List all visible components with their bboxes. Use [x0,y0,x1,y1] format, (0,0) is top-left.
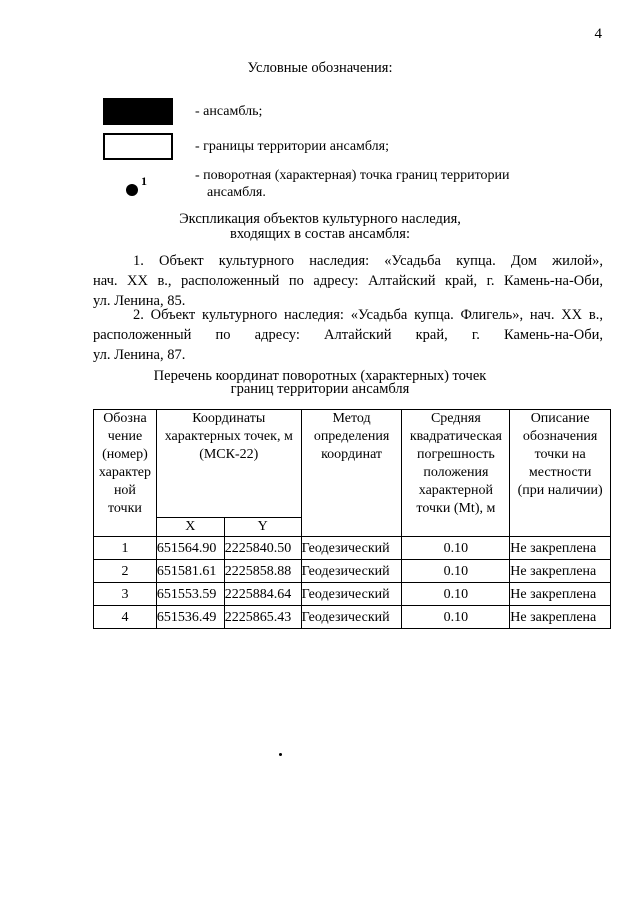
filled-rectangle-icon [103,98,173,125]
paragraph-line: расположенный по адресу: Алтайский край, г. Камень-на-Оби, [93,327,603,343]
stray-dot [279,753,282,756]
table-row [94,560,611,583]
cell-point-number: 3 [94,583,157,606]
header-line: характер [98,465,152,480]
header-line: Описание [530,411,590,426]
legend-label-line: - поворотная (характерная) точка границ территории [195,168,510,183]
paragraph-line: ул. Ленина, 87. [93,347,186,363]
cell-description: Не закреплена [510,537,611,560]
legend-label-line: ансамбля. [207,185,266,200]
cell-method: Геодезический [301,583,402,606]
header-line: точки (Mt), м [416,501,496,516]
cell-method: Геодезический [301,537,402,560]
cell-x: 651564.90 [156,537,224,560]
cell-y: 2225884.64 [224,583,301,606]
header-line: Обозна [103,411,147,426]
header-error [402,410,510,537]
table-header-row [94,410,611,518]
cell-point-number: 1 [94,537,157,560]
header-line: обозначения [522,429,598,444]
header-coordinates [156,410,301,518]
legend-title: Условные обозначения: [247,60,393,76]
cell-y: 2225840.50 [224,537,301,560]
header-line: (при наличии) [517,483,603,498]
legend-label: - ансамбль; [195,104,263,119]
legend-label [195,167,510,201]
outline-rectangle-icon [103,133,173,160]
header-line: Средняя [430,411,481,426]
cell-description: Не закреплена [510,560,611,583]
table-row [94,583,611,606]
cell-method: Геодезический [301,560,402,583]
coordinates-title-line: границ территории ансамбля [230,381,410,397]
header-line: характерной [418,483,493,498]
cell-error: 0.10 [402,606,510,629]
header-y: Y [224,518,301,537]
paragraph-line: ул. Ленина, 85. [93,293,186,309]
header-line: (номер) [102,447,148,462]
coordinates-table [93,409,611,629]
point-number-label: 1 [141,174,147,188]
paragraph-line: 2. Объект культурного наследия: «Усадьба купца. Флигель», нач. XX в., [133,307,603,323]
header-point-number [94,410,157,537]
header-line: ной [113,483,136,498]
cell-error: 0.10 [402,537,510,560]
header-description [510,410,611,537]
explication-item-1 [93,251,603,311]
header-line: Координаты [192,411,266,426]
cell-y: 2225858.88 [224,560,301,583]
header-line: погрешность [416,447,495,462]
header-line: определения [313,429,390,444]
header-line: местности [528,465,592,480]
header-method [301,410,402,537]
cell-y: 2225865.43 [224,606,301,629]
header-line: (МСК-22) [199,447,259,462]
cell-point-number: 4 [94,606,157,629]
header-line: Метод [332,411,371,426]
header-line: точки на [534,447,586,462]
table-row [94,537,611,560]
cell-x: 651553.59 [156,583,224,606]
header-line: положения [423,465,489,480]
explication-title-line: входящих в состав ансамбля: [230,226,410,242]
header-line: квадратическая [409,429,502,444]
header-x: X [156,518,224,537]
page-number: 4 [594,26,602,42]
table-row [94,606,611,629]
cell-description: Не закреплена [510,606,611,629]
header-line: точки [107,501,142,516]
cell-method: Геодезический [301,606,402,629]
black-point-icon [126,184,138,196]
cell-x: 651536.49 [156,606,224,629]
header-line: координат [321,447,383,462]
header-line: чение [107,429,143,444]
legend-label: - границы территории ансамбля; [195,139,389,154]
cell-error: 0.10 [402,583,510,606]
cell-description: Не закреплена [510,583,611,606]
coordinates-title-line: Перечень координат поворотных (характерных) точек [153,368,487,384]
paragraph-line: 1. Объект культурного наследия: «Усадьба купца. Дом жилой», [133,253,603,269]
cell-error: 0.10 [402,560,510,583]
cell-x: 651581.61 [156,560,224,583]
cell-point-number: 2 [94,560,157,583]
paragraph-line: нач. XX в., расположенный по адресу: Алтайский край, г. Камень-на-Оби, [93,273,603,289]
coordinates-title [0,370,640,396]
explication-title [0,212,640,242]
explication-title-line: Экспликация объектов культурного наследия, [179,211,461,227]
header-line: характерных точек, м [164,429,293,444]
explication-item-2 [93,305,603,365]
